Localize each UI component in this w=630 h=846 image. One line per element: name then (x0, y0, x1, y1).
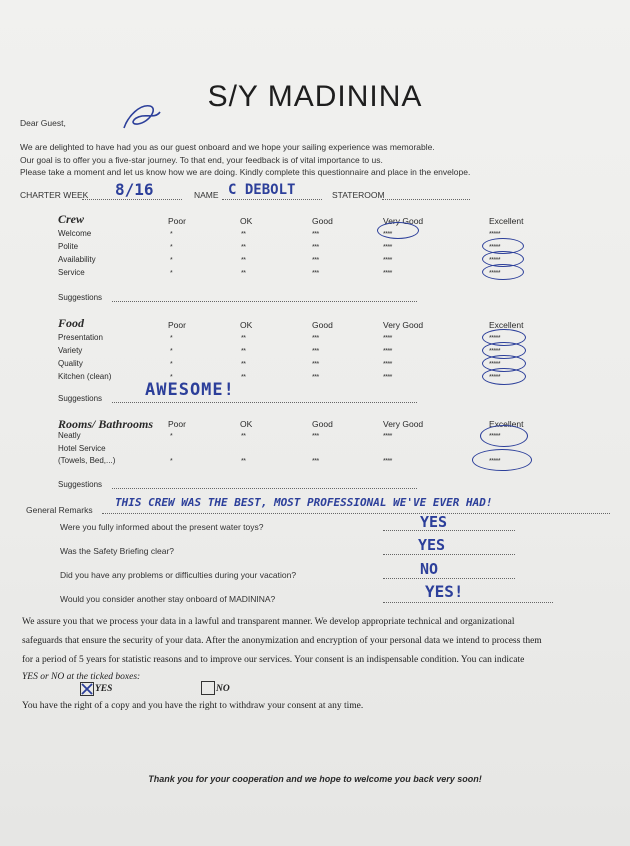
header-good: Good (312, 419, 333, 429)
rating-star[interactable]: * (170, 348, 173, 355)
rating-star[interactable]: **** (383, 361, 392, 368)
consent-yes-label: YES (95, 684, 113, 694)
section-crew-title: Crew (58, 212, 85, 226)
food-row-presentation: Presentation (58, 333, 103, 342)
rating-star[interactable]: ***** (489, 348, 501, 355)
question-1: Were you fully informed about the present water toys? (60, 522, 264, 532)
answer-4[interactable]: YES! (425, 582, 464, 601)
rooms-row-towels: (Towels, Bed,...) (58, 456, 116, 465)
header-excellent: Excellent (489, 216, 524, 226)
rating-star[interactable]: ***** (489, 257, 501, 264)
question-3: Did you have any problems or difficulties during your vacation? (60, 570, 297, 580)
rating-star[interactable]: ***** (489, 374, 501, 381)
rating-star[interactable]: *** (312, 361, 319, 368)
header-poor: Poor (168, 320, 186, 330)
answer-line-4 (383, 602, 553, 603)
rating-star[interactable]: ** (241, 458, 246, 465)
rating-star[interactable]: *** (312, 244, 319, 251)
crew-row-service: Service (58, 268, 85, 277)
header-excellent: Excellent (489, 320, 524, 330)
question-4: Would you consider another stay onboard of MADININA? (60, 594, 276, 604)
header-very-good: Very Good (383, 320, 424, 330)
consent-no-checkbox[interactable] (201, 681, 215, 695)
rating-star[interactable]: ** (241, 361, 246, 368)
rating-star[interactable]: ***** (489, 335, 501, 342)
crew-row-availability: Availability (58, 255, 96, 264)
rating-star[interactable]: ** (241, 335, 246, 342)
rating-star[interactable]: *** (312, 335, 319, 342)
name-line (222, 199, 322, 200)
rating-star[interactable]: ** (241, 270, 246, 277)
rating-star[interactable]: *** (312, 348, 319, 355)
consent-line-2: safeguards that ensure the security of your data. After the anonymization and encryption of your personal data we intend to process them (22, 636, 542, 646)
rooms-row-hotel-service: Hotel Service (58, 444, 106, 453)
consent-line-3: for a period of 5 years for statistic reasons and to improve our services. Your consent is an indispensable condition. You can indicate (22, 655, 525, 665)
rating-star[interactable]: * (170, 270, 173, 277)
rating-star[interactable]: *** (312, 257, 319, 264)
header-very-good: Very Good (383, 419, 424, 429)
rating-star[interactable]: ** (241, 374, 246, 381)
header-poor: Poor (168, 216, 186, 226)
answer-1[interactable]: YES (420, 513, 448, 531)
crew-row-welcome: Welcome (58, 229, 92, 238)
rating-star[interactable]: * (170, 244, 173, 251)
rating-star[interactable]: ** (241, 348, 246, 355)
charter-week-line (82, 199, 182, 200)
general-remarks-line (102, 513, 610, 514)
rating-star[interactable]: **** (383, 335, 392, 342)
header-good: Good (312, 216, 333, 226)
answer-3[interactable]: NO (420, 560, 439, 578)
charter-week-value[interactable]: 8/16 (115, 180, 154, 199)
rating-star[interactable]: **** (383, 257, 392, 264)
rating-star[interactable]: * (170, 257, 173, 264)
rating-star[interactable]: * (170, 335, 173, 342)
rating-star[interactable]: * (170, 433, 173, 440)
consent-line-4: YES or NO at the ticked boxes: (22, 672, 141, 682)
rating-star[interactable]: ***** (489, 270, 501, 277)
header-ok: OK (240, 320, 253, 330)
food-suggestions-line (112, 402, 417, 403)
rooms-suggestions-label: Suggestions (58, 480, 103, 489)
crew-row-polite: Polite (58, 242, 79, 251)
name-label: NAME (194, 190, 219, 200)
rating-star[interactable]: ***** (489, 458, 501, 465)
check-x-icon (81, 683, 93, 695)
rating-star[interactable]: *** (312, 270, 319, 277)
section-food-title: Food (58, 316, 85, 330)
header-ok: OK (240, 216, 253, 226)
general-remarks-label: General Remarks (26, 505, 93, 515)
header-very-good: Very Good (383, 216, 424, 226)
food-suggestion-value[interactable]: AWESOME! (145, 380, 235, 400)
rating-star[interactable]: **** (383, 374, 392, 381)
rating-star[interactable]: ** (241, 257, 246, 264)
header-excellent: Excellent (489, 419, 524, 429)
section-rooms-title: Rooms/ Bathrooms (58, 417, 154, 431)
crew-suggestions-label: Suggestions (58, 293, 103, 302)
selection-circle (482, 368, 526, 385)
header-good: Good (312, 320, 333, 330)
stateroom-label: STATEROOM (332, 190, 385, 200)
charter-week-label: CHARTER WEEK (20, 190, 89, 200)
rating-star[interactable]: *** (312, 374, 319, 381)
food-row-quality: Quality (58, 359, 83, 368)
rating-star[interactable]: ***** (489, 244, 501, 251)
rating-star[interactable]: * (170, 361, 173, 368)
consent-no-label: NO (216, 684, 230, 694)
food-row-kitchen: Kitchen (clean) (58, 372, 112, 381)
rating-star[interactable]: **** (383, 244, 392, 251)
greeting: Dear Guest, (20, 118, 66, 128)
rating-star[interactable]: ***** (489, 231, 501, 238)
thanks-text: Thank you for your cooperation and we hope to welcome you back very soon! (148, 774, 482, 784)
rating-star[interactable]: * (170, 458, 173, 465)
selection-circle (377, 222, 419, 239)
rating-star[interactable]: **** (383, 348, 392, 355)
rating-star[interactable]: **** (383, 458, 392, 465)
stateroom-line (382, 199, 470, 200)
rating-star[interactable]: * (170, 374, 173, 381)
crew-suggestions-line[interactable] (112, 301, 417, 302)
header-poor: Poor (168, 419, 186, 429)
food-suggestions-label: Suggestions (58, 394, 103, 403)
intro-line-1: We are delighted to have had you as our guest onboard and we hope your sailing experience was memorable. (20, 142, 435, 152)
rating-star[interactable]: *** (312, 458, 319, 465)
general-remarks-value[interactable]: THIS CREW WAS THE BEST, MOST PROFESSIONAL WE'VE EVER HAD! (115, 496, 493, 509)
rooms-suggestions-line[interactable] (112, 488, 417, 489)
rating-star[interactable]: *** (312, 231, 319, 238)
rights-text: You have the right of a copy and you have the right to withdraw your consent at any time. (22, 701, 364, 711)
answer-line-2 (383, 554, 515, 555)
answer-2[interactable]: YES (418, 536, 446, 554)
rooms-row-neatly: Neatly (58, 431, 81, 440)
answer-line-1 (383, 530, 515, 531)
question-2: Was the Safety Briefing clear? (60, 546, 175, 556)
selection-circle (482, 264, 524, 280)
rating-star[interactable]: **** (383, 433, 392, 440)
rating-star[interactable]: **** (383, 270, 392, 277)
rating-star[interactable]: **** (383, 231, 392, 238)
intro-line-2: Our goal is to offer you a five-star journey. To that end, your feedback is of vital importance to us. (20, 155, 383, 165)
page-title: S/Y MADININA (207, 80, 423, 113)
header-ok: OK (240, 419, 253, 429)
rating-star[interactable]: *** (312, 433, 319, 440)
rating-star[interactable]: ** (241, 244, 246, 251)
answer-line-3 (383, 578, 515, 579)
rating-star[interactable]: ***** (489, 433, 501, 440)
name-value[interactable]: C DEBOLT (228, 182, 296, 198)
consent-yes-checkbox[interactable] (80, 682, 94, 696)
intro-line-3: Please take a moment and let us know how we are doing. Kindly complete this questionnaire and place in the envelope. (20, 167, 471, 177)
rating-star[interactable]: ** (241, 433, 246, 440)
food-row-variety: Variety (58, 346, 83, 355)
rating-star[interactable]: * (170, 231, 173, 238)
rating-star[interactable]: ** (241, 231, 246, 238)
selection-circle (480, 425, 528, 447)
rating-star[interactable]: ***** (489, 361, 501, 368)
consent-line-1: We assure you that we process your data in a lawful and transparent manner. We develop appropriate technical and organizational (22, 617, 515, 627)
selection-circle (472, 449, 532, 471)
